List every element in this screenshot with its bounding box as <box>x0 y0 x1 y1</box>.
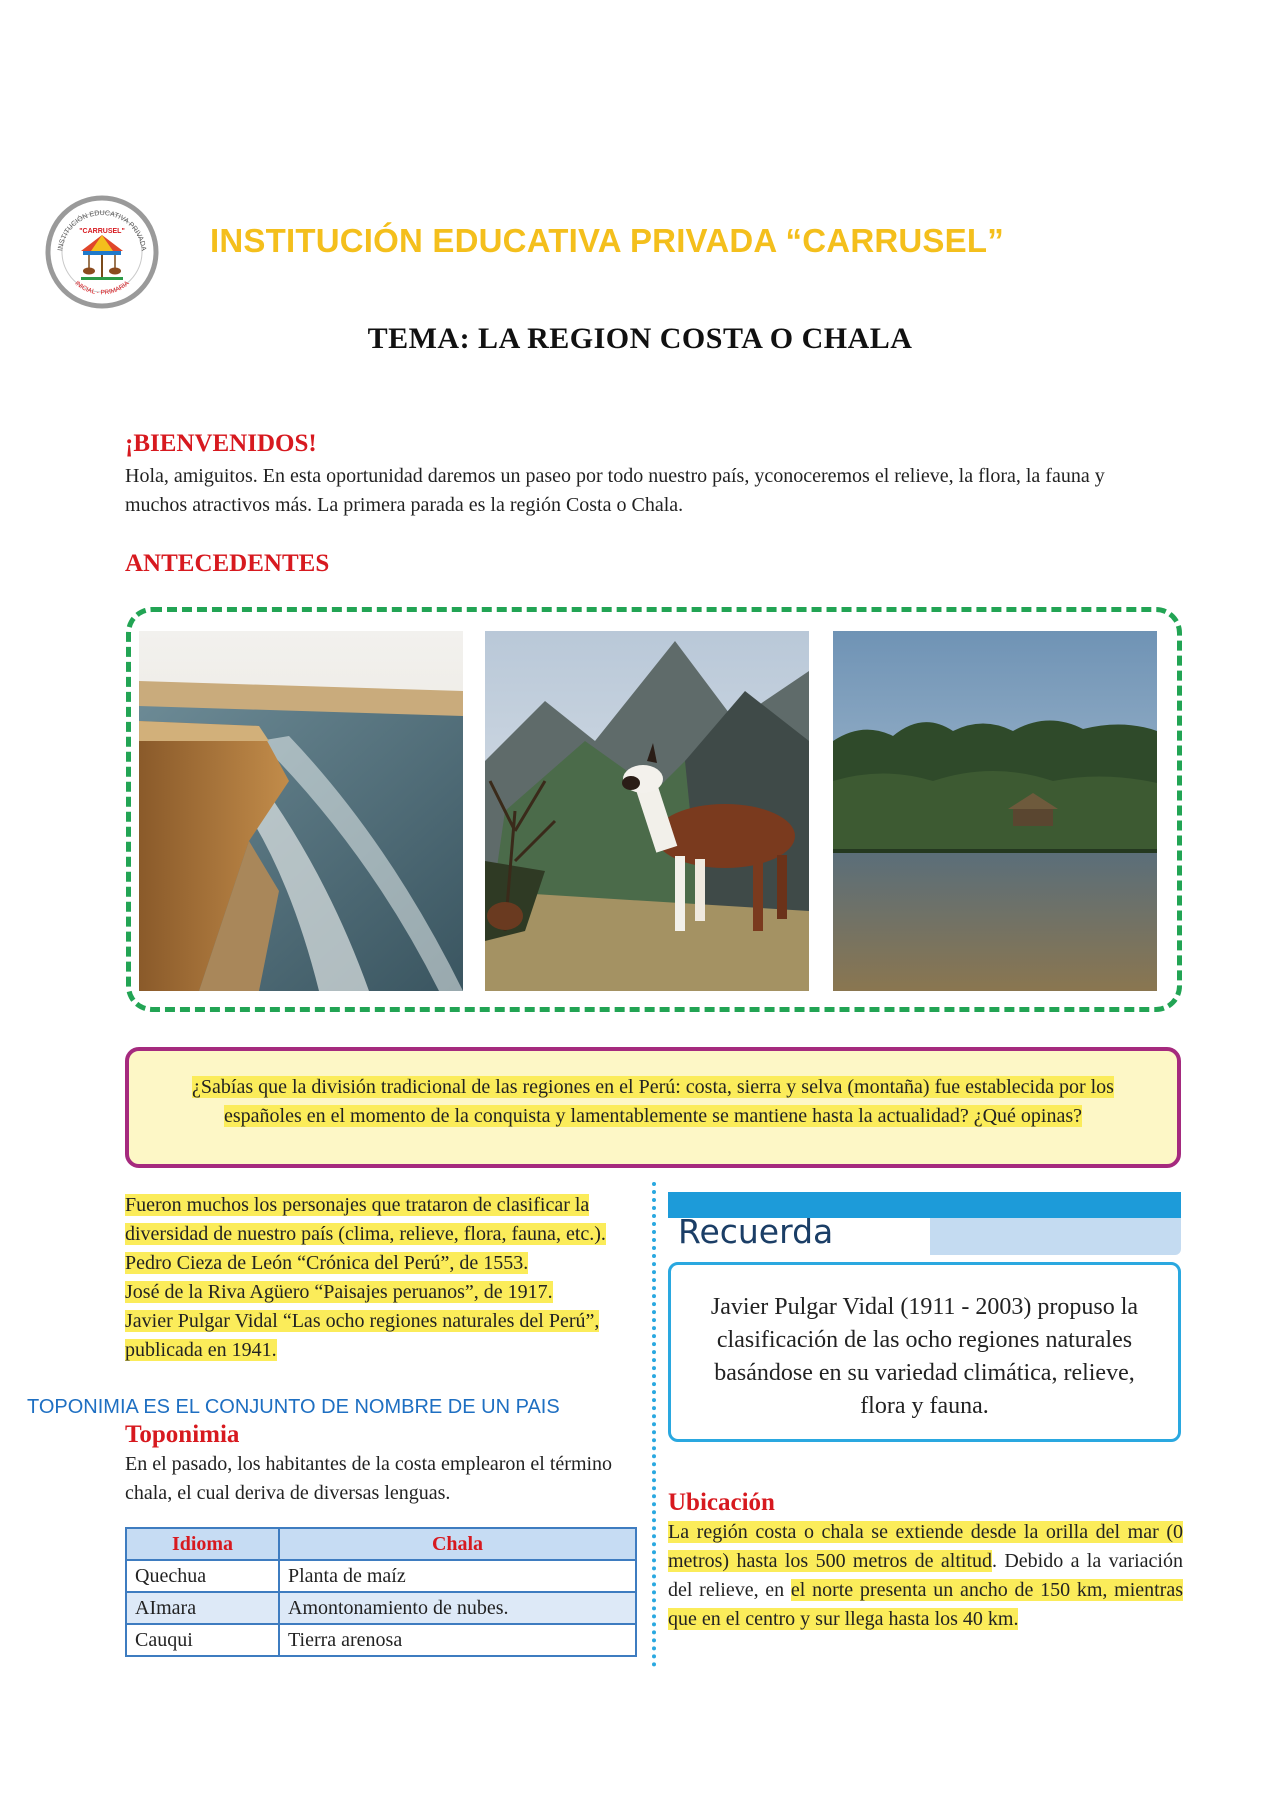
recuerda-text: Javier Pulgar Vidal (1911 - 2003) propuso la clasificación de las ocho regiones naturales basándose en su variedad climática, relieve, flora y fauna. <box>710 1294 1139 1419</box>
table-cell: AImara <box>126 1592 279 1624</box>
toponimia-banner: TOPONIMIA ES EL CONJUNTO DE NOMBRE DE UN PAIS <box>27 1396 560 1418</box>
ubicacion-text <box>668 1518 1183 1634</box>
mountain-llama-photo <box>485 631 809 991</box>
table-cell: Planta de maíz <box>279 1560 636 1592</box>
toponimia-text: En el pasado, los habitantes de la costa emplearon el término chala, el cual deriva de diversas lenguas. <box>125 1453 613 1504</box>
table-cell: Quechua <box>126 1560 279 1592</box>
logo-name: "CARRUSEL" <box>79 228 125 235</box>
table-cell: Amontonamiento de nubes. <box>279 1592 636 1624</box>
table-header-row <box>126 1528 636 1560</box>
welcome-heading: ¡BIENVENIDOS! <box>125 430 317 457</box>
did-you-know-box <box>125 1047 1181 1168</box>
table-row <box>126 1560 636 1592</box>
table-row <box>126 1592 636 1624</box>
ubicacion-heading: Ubicación <box>668 1489 775 1516</box>
classifiers-list <box>125 1191 640 1365</box>
classifiers-intro: Fueron muchos los personajes que trataron de clasificar la diversidad de nuestro país (clima, relieve, flora, fauna, etc.). <box>125 1194 606 1245</box>
column-divider <box>652 1182 656 1667</box>
logo-bottom-text: INICIAL - PRIMARIA <box>73 279 131 297</box>
ubicacion-text-highlight-1: La región costa o chala se extiende desde la orilla del mar (0 metros) hasta los 500 metros de altitud <box>668 1521 1183 1572</box>
welcome-text: Hola, amiguitos. En esta oportunidad daremos un paseo por todo nuestro país, yconoceremos el relieve, la flora, la fauna y muchos atractivos más. La primera parada es la región Costa o Chala. <box>125 465 1105 516</box>
coast-cliff-photo <box>139 631 463 991</box>
table-header: Chala <box>279 1528 636 1560</box>
ubicacion-text-highlight-2: el norte presenta un ancho de 150 km, mientras que en el centro y sur llega hasta los 40 km. <box>668 1579 1183 1630</box>
did-you-know-text: ¿Sabías que la división tradicional de las regiones en el Perú: costa, sierra y selva (montaña) fue establecida por los españoles en el momento de la conquista y lamentablemente se mantiene hasta la actualidad? ¿Qué opinas? <box>192 1076 1114 1127</box>
table-cell: Cauqui <box>126 1624 279 1656</box>
recuerda-banner <box>668 1192 1181 1255</box>
classifier-item: Pedro Cieza de León “Crónica del Perú”, de 1553. <box>125 1252 529 1274</box>
recuerda-label: Recuerda <box>678 1212 834 1251</box>
ubicacion-text-plain: . Debido a la variación del relieve, en <box>668 1550 1183 1601</box>
table-header: Idioma <box>126 1528 279 1560</box>
page-title: TEMA: LA REGION COSTA O CHALA <box>367 322 913 355</box>
recuerda-box <box>668 1262 1181 1442</box>
classifier-item: José de la Riva Agüero “Paisajes peruanos”, de 1917. <box>125 1281 553 1303</box>
table-cell: Tierra arenosa <box>279 1624 636 1656</box>
logo-top-text: INSTITUCIÓN EDUCATIVA PRIVADA <box>57 209 147 252</box>
recuerda-fill <box>930 1218 1181 1255</box>
language-table <box>125 1527 637 1657</box>
table-row <box>126 1624 636 1656</box>
antecedentes-heading: ANTECEDENTES <box>125 550 330 577</box>
toponimia-heading: Toponimia <box>125 1421 240 1448</box>
school-name: INSTITUCIÓN EDUCATIVA PRIVADA “CARRUSEL” <box>210 222 1004 259</box>
classifier-item: Javier Pulgar Vidal “Las ocho regiones naturales del Perú”, publicada en 1941. <box>125 1310 600 1361</box>
school-logo <box>45 195 159 309</box>
jungle-lake-photo <box>833 631 1157 991</box>
